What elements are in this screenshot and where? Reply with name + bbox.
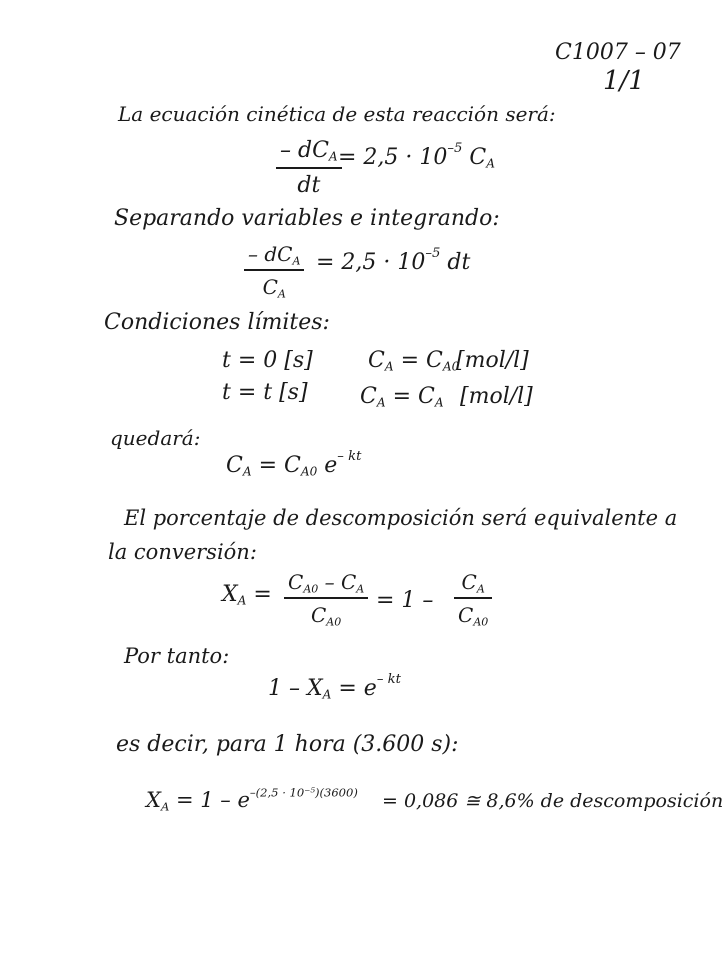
rate-equation-denominator: dt [297, 173, 321, 198]
final-conversion-equation: $X_A = 1 - e^{-(2,5 \cdot 10^{-5})(3600)}$ [146, 785, 358, 814]
rate-equation-fraction [276, 140, 342, 197]
limit-row-2-time: t = t [s] [222, 380, 308, 405]
fraction-bar [276, 167, 342, 169]
fraction-bar [454, 597, 492, 599]
conversion-fraction-1-denominator: $C_{A0}$ [310, 603, 342, 629]
separated-equation-numerator: – $dC_A$ [248, 242, 301, 268]
separated-equation-denominator: $C_A$ [262, 275, 286, 301]
limit-row-1-units: [mol/l] [456, 348, 529, 373]
therefore-intro: Por tanto: [124, 644, 230, 668]
conversion-fraction-2-denominator: $C_{A0}$ [458, 603, 489, 629]
limit-row-2-concentration: $C_A = C_A$ [360, 384, 444, 410]
kinetic-equation-intro: La ecuación cinética de esta reacción será: [118, 102, 556, 126]
conversion-fraction-2-numerator: $C_A$ [461, 570, 485, 596]
limit-row-1-time: t = 0 [s] [222, 348, 313, 373]
boundary-conditions-intro: Condiciones límites: [104, 310, 330, 335]
therefore-equation: $1 - X_A = e^{- kt}$ [268, 672, 401, 702]
decomposition-intro-line-2: la conversión: [108, 540, 257, 564]
result-intro: quedará: [110, 426, 201, 450]
limit-row-2-units: [mol/l] [460, 384, 533, 409]
limit-row-1-concentration: $C_A = C_{A0}$ [368, 348, 460, 374]
rate-equation-rhs: = $2,5 \cdot 10^{-5}$ $C_A$ [338, 141, 495, 171]
fraction-bar [244, 269, 304, 271]
final-result-value: = 0,086 ≅ 8,6% de descomposición [382, 790, 724, 812]
page-number: 1/1 [603, 66, 645, 96]
conversion-fraction-1-numerator: $C_{A0} - C_A$ [288, 570, 365, 596]
separated-equation-fraction [244, 242, 304, 301]
separation-intro: Separando variables e integrando: [114, 206, 500, 231]
decomposition-intro-line-1: El porcentaje de descomposición será equivalente a [124, 506, 678, 530]
rate-equation-numerator: – $dC_A$ [280, 138, 338, 164]
final-intro: es decir, para 1 hora (3.600 s): [116, 732, 459, 757]
separated-equation-rhs: = $2,5 \cdot 10^{-5}$ dt [316, 246, 471, 275]
integrated-rate-equation: $C_A = C_{A0}$ $e^{- kt}$ [226, 449, 362, 479]
document-code: C1007 – 07 [555, 40, 681, 65]
conversion-fraction-1 [284, 570, 368, 629]
conversion-fraction-2 [454, 570, 492, 629]
conversion-lhs: $X_A$ = [222, 582, 272, 608]
fraction-bar [284, 597, 368, 599]
conversion-middle: = 1 – [376, 588, 434, 613]
